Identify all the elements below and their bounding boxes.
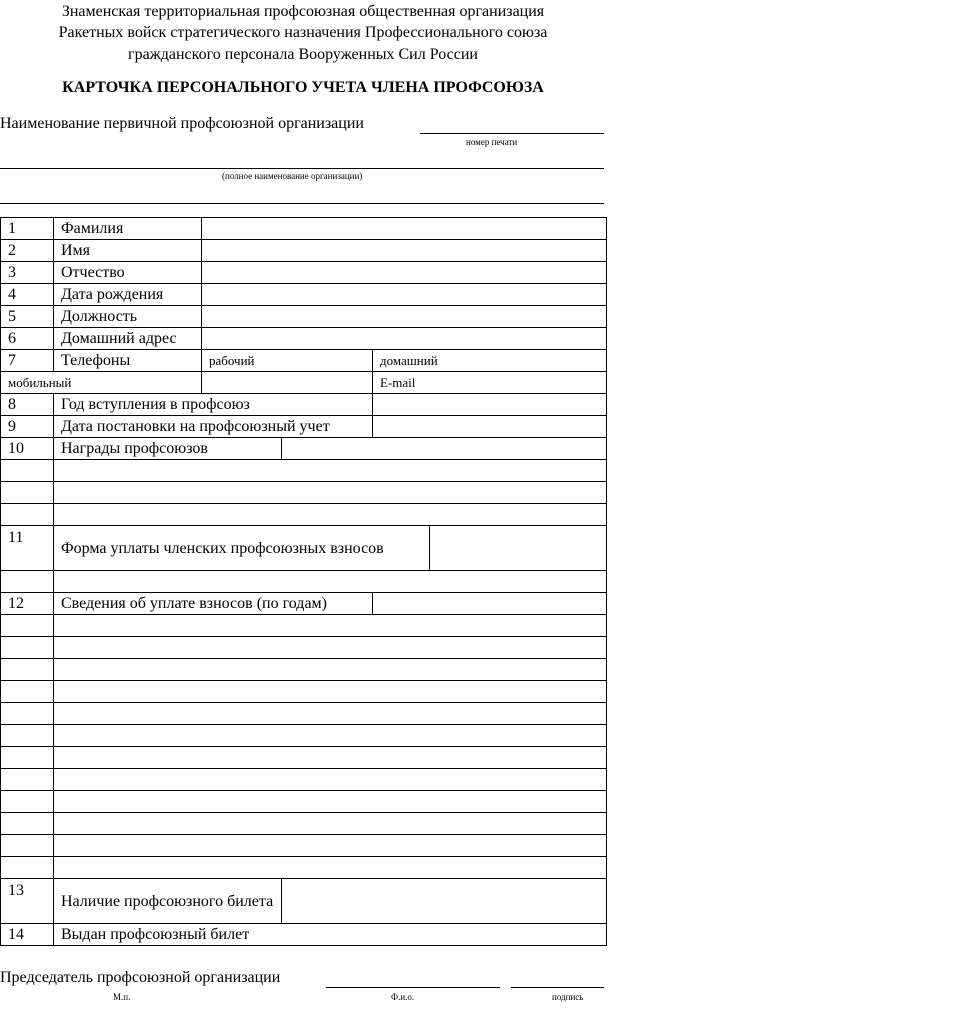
dues-year-line[interactable] bbox=[54, 813, 607, 835]
row-number-empty bbox=[1, 747, 54, 769]
dues-year-line[interactable] bbox=[54, 835, 607, 857]
org-name-line-2: Ракетных войск стратегического назначения Профессионального союза bbox=[58, 24, 548, 41]
stamp-place-caption: М.п. bbox=[113, 992, 131, 1002]
awards-extra-line[interactable] bbox=[54, 504, 607, 526]
field-label-birth-date: Дата рождения bbox=[54, 284, 202, 306]
payment-form-value[interactable] bbox=[430, 526, 607, 571]
row-number-empty bbox=[1, 681, 54, 703]
dues-year-line[interactable] bbox=[54, 659, 607, 681]
row-number-empty bbox=[1, 725, 54, 747]
fio-caption: Ф.и.о. bbox=[391, 992, 415, 1002]
row-number-empty bbox=[1, 504, 54, 526]
document-title: КАРТОЧКА ПЕРСОНАЛЬНОГО УЧЕТА ЧЛЕНА ПРОФСОЮЗА bbox=[62, 79, 544, 96]
row-number-empty bbox=[1, 659, 54, 681]
patronymic-value[interactable] bbox=[202, 262, 607, 284]
table-row bbox=[1, 703, 607, 725]
field-label-position: Должность bbox=[54, 306, 202, 328]
mobile-phone-field[interactable]: мобильный bbox=[1, 372, 202, 394]
table-row bbox=[1, 350, 607, 372]
surname-value[interactable] bbox=[202, 218, 607, 240]
row-number-empty bbox=[1, 813, 54, 835]
work-phone-field[interactable]: рабочий bbox=[202, 350, 373, 372]
mobile-phone-value[interactable] bbox=[202, 372, 373, 394]
table-row bbox=[1, 769, 607, 791]
field-label-awards: Награды профсоюзов bbox=[54, 438, 282, 460]
table-row bbox=[1, 284, 607, 306]
row-number-empty bbox=[1, 791, 54, 813]
row-number-empty bbox=[1, 857, 54, 879]
dues-year-line[interactable] bbox=[54, 769, 607, 791]
table-row bbox=[1, 240, 607, 262]
field-label-phones: Телефоны bbox=[54, 350, 202, 372]
table-row bbox=[1, 593, 607, 615]
org-name-line-3: гражданского персонала Вооруженных Сил России bbox=[128, 46, 478, 63]
primary-org-label: Наименование первичной профсоюзной организации bbox=[0, 115, 364, 132]
table-row bbox=[1, 681, 607, 703]
row-number: 9 bbox=[1, 416, 54, 438]
row-number: 7 bbox=[1, 350, 54, 372]
org-full-name-line[interactable] bbox=[0, 168, 604, 169]
member-card-table bbox=[0, 217, 607, 946]
table-row bbox=[1, 813, 607, 835]
row-number: 2 bbox=[1, 240, 54, 262]
dues-year-line[interactable] bbox=[54, 637, 607, 659]
email-field[interactable]: E-mail bbox=[373, 372, 607, 394]
position-value[interactable] bbox=[202, 306, 607, 328]
table-row bbox=[1, 262, 607, 284]
field-label-home-address: Домашний адрес bbox=[54, 328, 202, 350]
table-row bbox=[1, 460, 607, 482]
row-number-empty bbox=[1, 637, 54, 659]
full-name-caption: (полное наименование организации) bbox=[222, 171, 363, 181]
table-row bbox=[1, 791, 607, 813]
field-label-payment-form: Форма уплаты членских профсоюзных взносов bbox=[54, 526, 430, 571]
table-row bbox=[1, 504, 607, 526]
name-value[interactable] bbox=[202, 240, 607, 262]
table-row bbox=[1, 725, 607, 747]
org-name-line-1: Знаменская территориальная профсоюзная общественная организация bbox=[61, 3, 545, 20]
table-row bbox=[1, 526, 607, 571]
field-label-patronymic: Отчество bbox=[54, 262, 202, 284]
row-number: 10 bbox=[1, 438, 54, 460]
table-row bbox=[1, 571, 607, 593]
field-label-ticket-issued: Выдан профсоюзный билет bbox=[54, 924, 607, 946]
home-phone-field[interactable]: домашний bbox=[373, 350, 607, 372]
table-row bbox=[1, 306, 607, 328]
table-row bbox=[1, 328, 607, 350]
birth-date-value[interactable] bbox=[202, 284, 607, 306]
table-row bbox=[1, 482, 607, 504]
field-label-join-year: Год вступления в профсоюз bbox=[54, 394, 373, 416]
dues-year-line[interactable] bbox=[54, 703, 607, 725]
row-number: 14 bbox=[1, 924, 54, 946]
row-number-empty bbox=[1, 460, 54, 482]
chairman-name-line[interactable] bbox=[326, 987, 500, 988]
table-row bbox=[1, 747, 607, 769]
row-number: 5 bbox=[1, 306, 54, 328]
row-number: 6 bbox=[1, 328, 54, 350]
row-number: 1 bbox=[1, 218, 54, 240]
table-row bbox=[1, 615, 607, 637]
table-row bbox=[1, 924, 607, 946]
table-row bbox=[1, 416, 607, 438]
table-row bbox=[1, 835, 607, 857]
chairman-signature-line[interactable] bbox=[511, 987, 604, 988]
field-label-surname: Фамилия bbox=[54, 218, 202, 240]
row-number-empty bbox=[1, 835, 54, 857]
home-address-value[interactable] bbox=[202, 328, 607, 350]
dues-year-line[interactable] bbox=[54, 681, 607, 703]
table-row bbox=[1, 218, 607, 240]
awards-extra-line[interactable] bbox=[54, 460, 607, 482]
field-label-name: Имя bbox=[54, 240, 202, 262]
signature-caption: подпись bbox=[552, 992, 584, 1002]
org-full-name-line-2[interactable] bbox=[0, 203, 604, 204]
table-row bbox=[1, 857, 607, 879]
table-row bbox=[1, 394, 607, 416]
table-row bbox=[1, 372, 607, 394]
row-number: 11 bbox=[1, 526, 54, 571]
dues-year-line[interactable] bbox=[54, 747, 607, 769]
row-number-empty bbox=[1, 482, 54, 504]
row-number-empty bbox=[1, 769, 54, 791]
table-row bbox=[1, 637, 607, 659]
row-number: 13 bbox=[1, 879, 54, 924]
awards-value[interactable] bbox=[282, 438, 607, 460]
stamp-number-caption: номер печати bbox=[466, 137, 518, 147]
table-row bbox=[1, 879, 607, 924]
awards-extra-line[interactable] bbox=[54, 482, 607, 504]
field-label-registration-date: Дата постановки на профсоюзный учет bbox=[54, 416, 373, 438]
row-number: 3 bbox=[1, 262, 54, 284]
chairman-label: Председатель профсоюзной организации bbox=[0, 969, 281, 986]
field-label-dues-info: Сведения об уплате взносов (по годам) bbox=[54, 593, 373, 615]
dues-year-line[interactable] bbox=[54, 857, 607, 879]
ticket-presence-value[interactable] bbox=[282, 879, 607, 924]
row-number-empty bbox=[1, 615, 54, 637]
row-number: 12 bbox=[1, 593, 54, 615]
row-number: 4 bbox=[1, 284, 54, 306]
dues-year-line[interactable] bbox=[54, 725, 607, 747]
row-number: 8 bbox=[1, 394, 54, 416]
row-number-empty bbox=[1, 571, 54, 593]
join-year-value[interactable] bbox=[373, 394, 607, 416]
row-number-empty bbox=[1, 703, 54, 725]
primary-org-fill-line[interactable] bbox=[420, 133, 604, 134]
dues-year-line[interactable] bbox=[54, 791, 607, 813]
table-row bbox=[1, 438, 607, 460]
payment-extra-line[interactable] bbox=[54, 571, 607, 593]
table-row bbox=[1, 659, 607, 681]
field-label-ticket-presence: Наличие профсоюзного билета bbox=[54, 879, 282, 924]
dues-info-value[interactable] bbox=[373, 593, 607, 615]
dues-year-line[interactable] bbox=[54, 615, 607, 637]
registration-date-value[interactable] bbox=[373, 416, 607, 438]
